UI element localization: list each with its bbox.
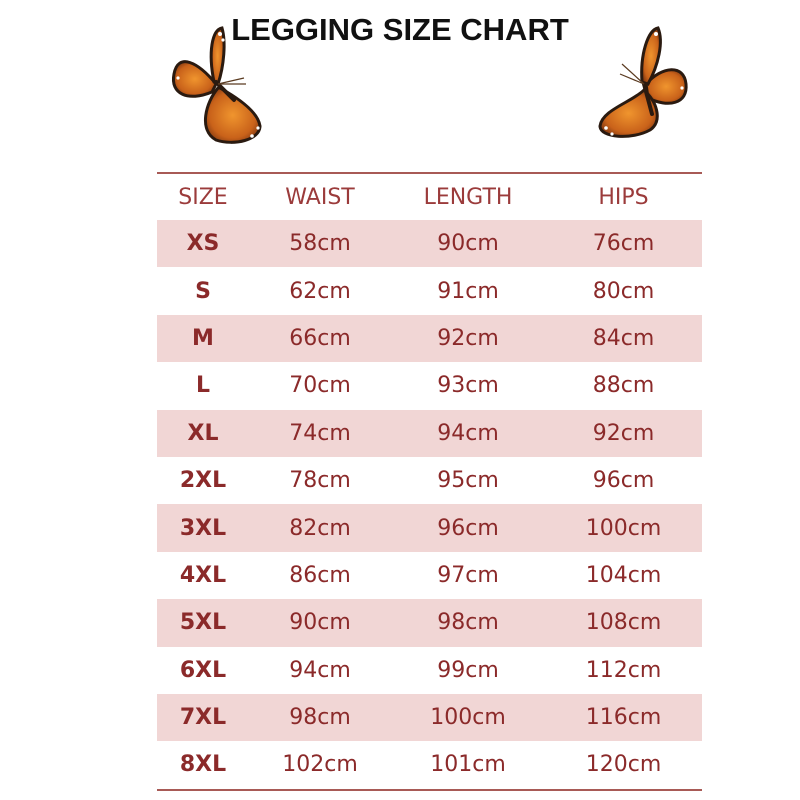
header-hips: HIPS — [598, 184, 649, 210]
hips-cell: 96cm — [592, 468, 655, 494]
hips-cell: 80cm — [592, 278, 655, 304]
hips-cell: 112cm — [585, 657, 662, 683]
waist-cell: 70cm — [289, 373, 351, 399]
table-row — [157, 410, 702, 457]
hips-cell: 116cm — [585, 705, 662, 731]
length-cell: 94cm — [437, 420, 499, 446]
hips-cell: 120cm — [585, 752, 662, 778]
length-cell: 98cm — [437, 610, 499, 636]
table-row — [157, 694, 702, 741]
length-cell: 101cm — [430, 752, 506, 778]
table-row — [157, 220, 702, 267]
waist-cell: 62cm — [289, 278, 351, 304]
waist-cell: 90cm — [289, 610, 351, 636]
size-cell: 4XL — [179, 562, 227, 588]
waist-cell: 102cm — [282, 752, 358, 778]
size-cell: 8XL — [179, 752, 227, 778]
size-cell: 2XL — [179, 468, 227, 494]
table-row — [157, 315, 702, 362]
hips-cell: 84cm — [592, 325, 655, 351]
size-cell: 7XL — [179, 705, 227, 731]
hips-cell: 100cm — [585, 515, 662, 541]
length-cell: 92cm — [437, 325, 499, 351]
size-cell: M — [192, 325, 214, 351]
size-cell: XS — [186, 231, 220, 257]
waist-cell: 74cm — [289, 420, 351, 446]
waist-cell: 82cm — [289, 515, 351, 541]
butterfly-icon — [168, 22, 268, 146]
size-chart-table — [157, 172, 702, 791]
header-length: LENGTH — [423, 184, 513, 210]
table-row — [157, 504, 702, 551]
length-cell: 97cm — [437, 562, 499, 588]
table-row — [157, 741, 702, 788]
table-row — [157, 599, 702, 646]
hips-cell: 76cm — [592, 231, 655, 257]
table-row — [157, 362, 702, 409]
size-cell: XL — [187, 420, 219, 446]
hips-cell: 92cm — [592, 420, 655, 446]
size-cell: 3XL — [179, 515, 227, 541]
waist-cell: 98cm — [289, 705, 351, 731]
length-cell: 99cm — [437, 657, 499, 683]
waist-cell: 86cm — [289, 562, 351, 588]
length-cell: 93cm — [437, 373, 499, 399]
waist-cell: 94cm — [289, 657, 351, 683]
table-row — [157, 457, 702, 504]
table-row — [157, 267, 702, 314]
length-cell: 96cm — [437, 515, 499, 541]
length-cell: 91cm — [437, 278, 499, 304]
length-cell: 95cm — [437, 468, 499, 494]
hips-cell: 88cm — [592, 373, 655, 399]
hips-cell: 108cm — [585, 610, 662, 636]
size-cell: 6XL — [179, 657, 227, 683]
bottom-rule — [157, 789, 702, 791]
page-title: LEGGING SIZE CHART — [231, 12, 569, 47]
length-cell: 90cm — [437, 231, 499, 257]
length-cell: 100cm — [430, 705, 506, 731]
waist-cell: 58cm — [289, 231, 351, 257]
header-waist: WAIST — [285, 184, 355, 210]
waist-cell: 66cm — [289, 325, 351, 351]
table-row — [157, 552, 702, 599]
size-cell: S — [195, 278, 211, 304]
butterfly-icon — [592, 18, 692, 142]
hips-cell: 104cm — [585, 562, 662, 588]
size-cell: L — [195, 373, 211, 399]
header-size: SIZE — [178, 184, 228, 210]
header-row — [157, 174, 702, 220]
table-row — [157, 647, 702, 694]
size-cell: 5XL — [179, 610, 227, 636]
waist-cell: 78cm — [289, 468, 351, 494]
